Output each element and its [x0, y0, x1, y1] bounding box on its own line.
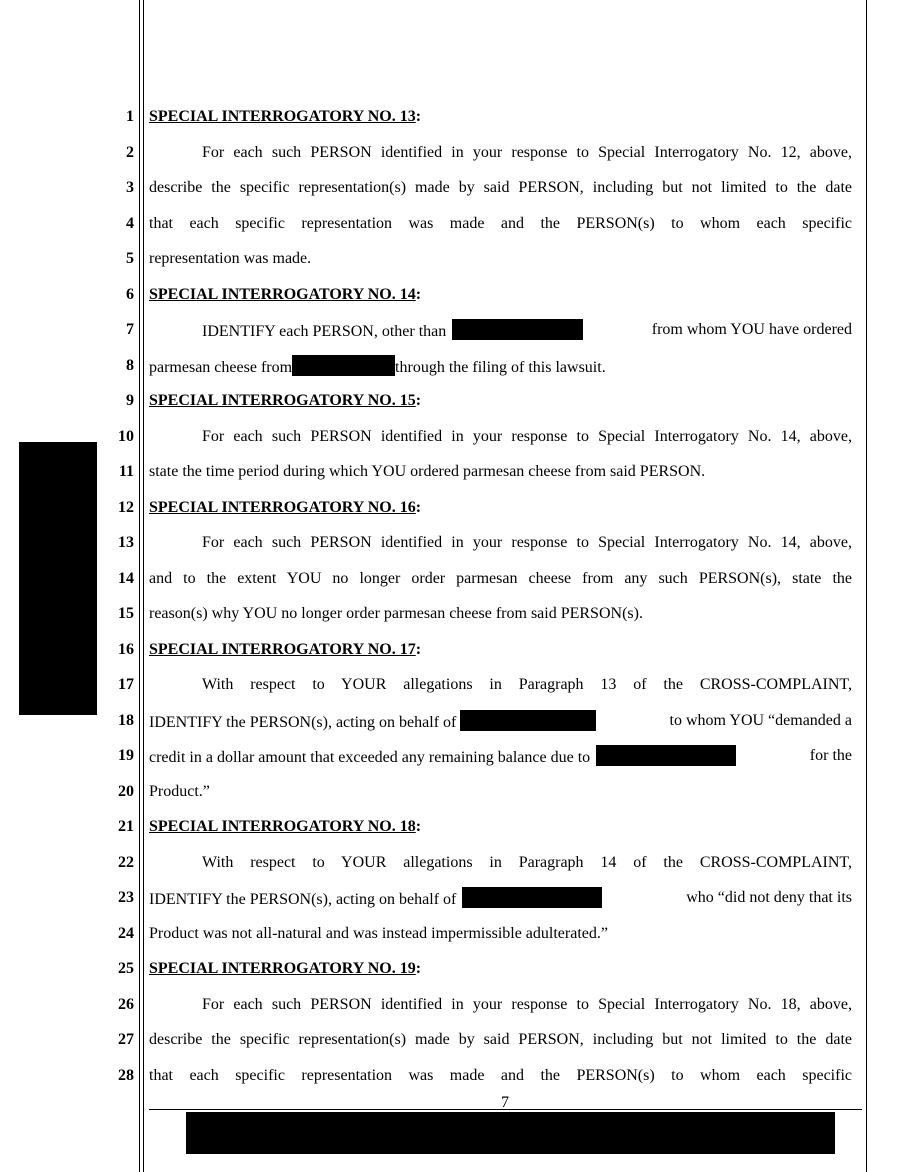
line-number: 27: [118, 1031, 134, 1048]
line-number: 24: [118, 925, 134, 942]
body-line: With respect to YOUR allegations in Paragraph 14 of the CROSS-COMPLAINT,: [202, 854, 852, 871]
line-number: 13: [118, 534, 134, 551]
body-line: representation was made.: [149, 250, 312, 267]
inline-redaction: [462, 887, 602, 908]
left-margin-rule-outer: [139, 0, 140, 1172]
text-segment: parmesan cheese from: [149, 359, 293, 376]
line-number: 20: [118, 783, 134, 800]
line-number: 9: [126, 392, 134, 409]
interrogatory-15-heading: SPECIAL INTERROGATORY NO. 15:: [149, 392, 422, 409]
body-line: For each such PERSON identified in your response to Special Interrogatory No. 14, above,: [202, 428, 852, 445]
line-number: 10: [118, 428, 134, 445]
line-number: 26: [118, 996, 134, 1013]
line-number: 8: [126, 357, 134, 374]
body-line: For each such PERSON identified in your response to Special Interrogatory No. 12, above,: [202, 144, 852, 161]
interrogatory-14-heading: SPECIAL INTERROGATORY NO. 14:: [149, 286, 422, 303]
inline-redaction: [292, 355, 395, 376]
body-line: describe the specific representation(s) made by said PERSON, including but not limited to the date: [149, 1031, 852, 1048]
line-number: 1: [126, 108, 134, 125]
line-number: 17: [118, 676, 134, 693]
body-line: With respect to YOUR allegations in Paragraph 13 of the CROSS-COMPLAINT,: [202, 676, 852, 693]
line-number: 11: [118, 463, 134, 480]
line-number: 28: [118, 1067, 134, 1084]
footer-redaction-block: [186, 1112, 835, 1154]
line-number: 15: [118, 605, 134, 622]
text-segment: through the filing of this lawsuit.: [395, 359, 606, 376]
body-line: that each specific representation was made and the PERSON(s) to whom each specific: [149, 215, 852, 232]
body-line: [149, 887, 852, 911]
left-margin-rule-inner: [143, 0, 144, 1172]
line-number: 7: [126, 321, 134, 338]
text-segment: IDENTIFY the PERSON(s), acting on behalf of: [149, 891, 457, 908]
inline-redaction: [460, 710, 596, 731]
body-line: that each specific representation was made and the PERSON(s) to whom each specific: [149, 1067, 852, 1084]
inline-redaction: [596, 745, 736, 766]
text-segment: from whom YOU have ordered: [651, 321, 852, 338]
body-line: reason(s) why YOU no longer order parmesan cheese from said PERSON(s).: [149, 605, 643, 622]
line-number: 16: [118, 641, 134, 658]
line-number: 3: [126, 179, 134, 196]
line-number: 2: [126, 144, 134, 161]
body-line: [149, 355, 852, 379]
interrogatory-19-heading: SPECIAL INTERROGATORY NO. 19:: [149, 960, 422, 977]
body-line: [149, 319, 852, 343]
line-number: 22: [118, 854, 134, 871]
right-margin-rule: [866, 0, 867, 1172]
text-segment: who “did not deny that its: [686, 889, 852, 906]
interrogatory-17-heading: SPECIAL INTERROGATORY NO. 17:: [149, 641, 422, 658]
body-line: Product.”: [149, 783, 210, 800]
text-segment: for the: [809, 747, 852, 764]
body-line: For each such PERSON identified in your response to Special Interrogatory No. 14, above,: [202, 534, 852, 551]
line-number: 25: [118, 960, 134, 977]
text-segment: credit in a dollar amount that exceeded any remaining balance due to: [149, 749, 591, 766]
interrogatory-16-heading: SPECIAL INTERROGATORY NO. 16:: [149, 499, 422, 516]
text-segment: IDENTIFY the PERSON(s), acting on behalf of: [149, 714, 457, 731]
line-number: 12: [118, 499, 134, 516]
line-number: 18: [118, 712, 134, 729]
line-number: 19: [118, 747, 134, 764]
inline-redaction: [452, 319, 583, 340]
body-line: Product was not all-natural and was instead impermissible adulterated.”: [149, 925, 608, 942]
line-number: 6: [126, 286, 134, 303]
body-line: [149, 710, 852, 734]
interrogatory-18-heading: SPECIAL INTERROGATORY NO. 18:: [149, 818, 422, 835]
body-line: [149, 745, 852, 769]
body-line: describe the specific representation(s) made by said PERSON, including but not limited to the date: [149, 179, 852, 196]
side-redaction-block: [19, 442, 97, 715]
text-segment: IDENTIFY each PERSON, other than: [202, 323, 447, 340]
line-number: 23: [118, 889, 134, 906]
line-number: 21: [118, 818, 134, 835]
body-line: and to the extent YOU no longer order parmesan cheese from any such PERSON(s), state the: [149, 570, 852, 587]
text-segment: to whom YOU “demanded a: [669, 712, 852, 729]
body-line: For each such PERSON identified in your response to Special Interrogatory No. 18, above,: [202, 996, 852, 1013]
page-number: 7: [501, 1094, 509, 1111]
line-number: 4: [126, 215, 134, 232]
line-number: 5: [126, 250, 134, 267]
line-number: 14: [118, 570, 134, 587]
body-line: state the time period during which YOU ordered parmesan cheese from said PERSON.: [149, 463, 706, 480]
interrogatory-13-heading: SPECIAL INTERROGATORY NO. 13:: [149, 108, 422, 125]
